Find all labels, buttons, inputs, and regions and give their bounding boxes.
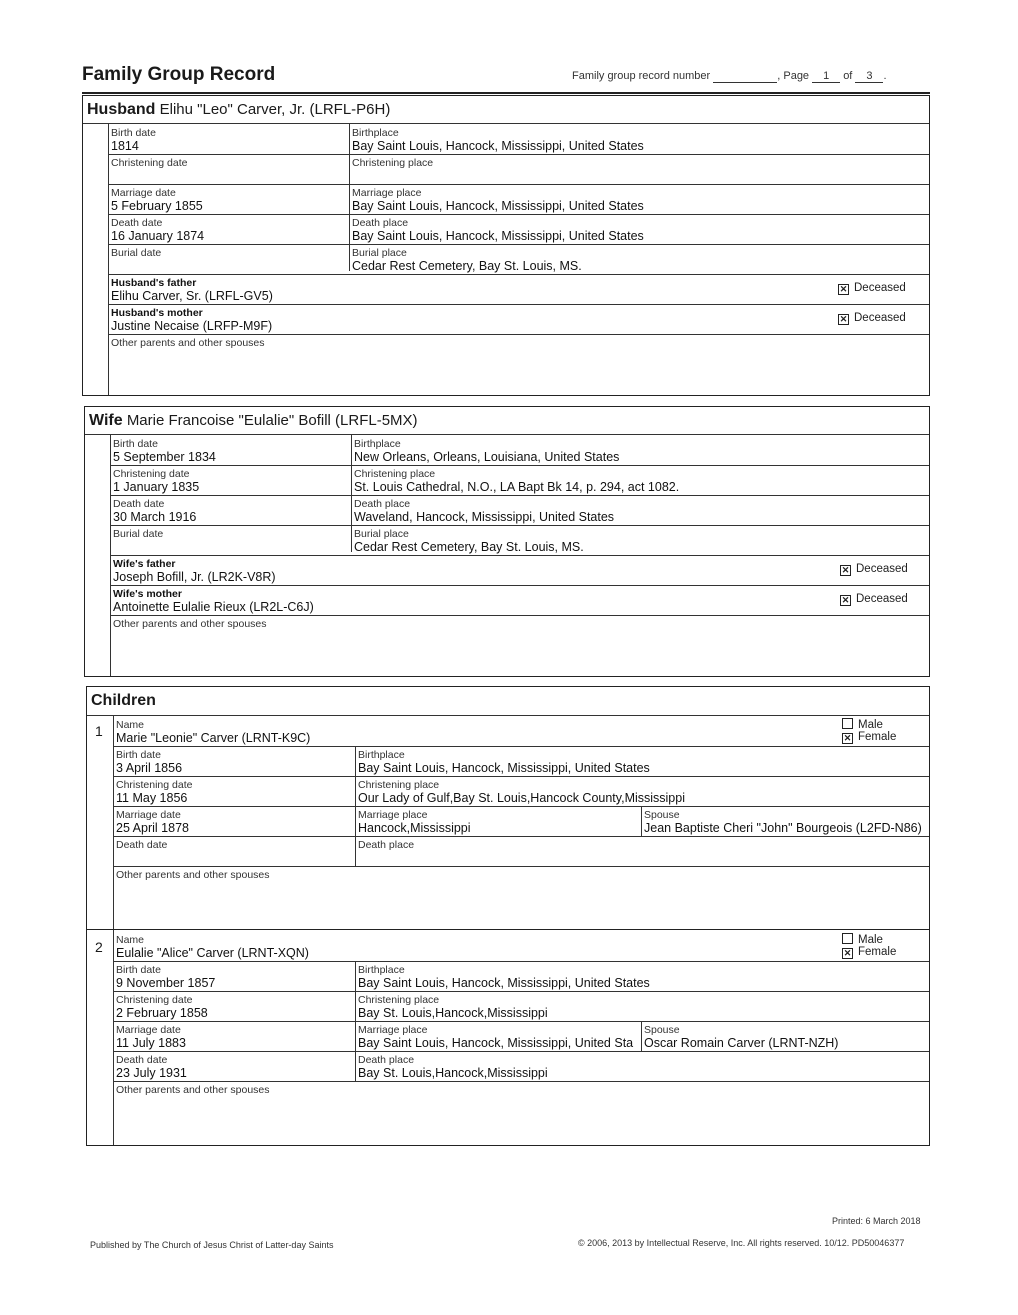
divider xyxy=(108,154,929,155)
birthplace-label: Birthplace xyxy=(358,964,405,976)
male-label: Male xyxy=(858,934,883,946)
christening-date-label: Christening date xyxy=(111,157,188,169)
death-date-label: Death date xyxy=(116,839,168,851)
husband-name: Elihu "Leo" Carver, Jr. (LRFL-P6H) xyxy=(159,101,391,118)
divider xyxy=(113,776,929,777)
divider xyxy=(113,961,929,962)
marriage-date-label: Marriage date xyxy=(116,1024,181,1036)
other-parents-label: Other parents and other spouses xyxy=(111,337,265,349)
divider xyxy=(110,615,929,616)
child-number: 1 xyxy=(95,723,103,739)
mother-value: Justine Necaise (LRFP-M9F) xyxy=(111,319,273,333)
divider xyxy=(113,866,929,867)
death-place-label: Death place xyxy=(352,217,409,229)
divider xyxy=(113,806,929,807)
spouse-label: Spouse xyxy=(644,809,680,821)
death-date-value: 16 January 1874 xyxy=(111,229,205,243)
husband-heading xyxy=(87,101,390,119)
father-deceased xyxy=(838,282,906,295)
name-label: Name xyxy=(116,934,145,946)
birthplace-value: Bay Saint Louis, Hancock, Mississippi, United States xyxy=(352,139,644,153)
children-section xyxy=(86,686,930,1146)
page-total: 3 xyxy=(855,70,883,83)
mother-deceased xyxy=(838,312,906,325)
child-name: Marie "Leonie" Carver (LRNT-K9C) xyxy=(116,731,311,745)
other-parents-label: Other parents and other spouses xyxy=(116,869,270,881)
marriage-date-value: 5 February 1855 xyxy=(111,199,203,213)
male-option xyxy=(842,718,883,731)
divider xyxy=(641,1021,642,1051)
of-label: of xyxy=(843,70,853,82)
father-label: Husband's father xyxy=(111,277,197,289)
divider xyxy=(113,1021,929,1022)
death-date-label: Death date xyxy=(111,217,163,229)
divider xyxy=(108,334,929,335)
checked-box-icon: ✕ xyxy=(839,284,848,294)
death-place-value: Bay Saint Louis, Hancock, Mississippi, United States xyxy=(352,229,644,243)
wife-heading xyxy=(89,412,418,430)
divider xyxy=(108,184,929,185)
checked-box-icon: ✕ xyxy=(839,314,848,324)
christening-date-value: 11 May 1856 xyxy=(116,791,188,805)
marriage-date-value: 25 April 1878 xyxy=(116,821,189,835)
publisher-note: Published by The Church of Jesus Christ of Latter-day Saints xyxy=(90,1240,334,1250)
birth-date-label: Birth date xyxy=(116,749,161,761)
christening-place-label: Christening place xyxy=(358,779,440,791)
death-place-label: Death place xyxy=(358,839,415,851)
divider xyxy=(349,123,350,271)
checked-box-icon: ✕ xyxy=(843,948,852,958)
spouse-value: Jean Baptiste Cheri "John" Bourgeois (L2FD-N86) xyxy=(644,821,922,835)
divider xyxy=(110,585,929,586)
divider xyxy=(110,495,929,496)
divider xyxy=(87,715,929,716)
husband-heading-label: Husband xyxy=(87,101,156,118)
father-value: Elihu Carver, Sr. (LRFL-GV5) xyxy=(111,289,273,303)
male-option xyxy=(842,933,883,946)
mother-label: Husband's mother xyxy=(111,307,203,319)
father-value: Joseph Bofill, Jr. (LR2K-V8R) xyxy=(113,570,276,584)
divider xyxy=(108,244,929,245)
christening-date-label: Christening date xyxy=(116,994,193,1006)
divider xyxy=(110,465,929,466)
name-label: Name xyxy=(116,719,145,731)
birthplace-value: Bay Saint Louis, Hancock, Mississippi, United States xyxy=(358,761,650,775)
record-number-blank xyxy=(713,70,777,83)
birth-date-value: 5 September 1834 xyxy=(113,450,216,464)
birthplace-label: Birthplace xyxy=(352,127,399,139)
burial-date-label: Burial date xyxy=(111,247,162,259)
birthplace-label: Birthplace xyxy=(354,438,401,450)
divider xyxy=(641,806,642,836)
record-number-line: Family group record number , Page 1 of 3 . xyxy=(572,70,887,82)
mother-deceased xyxy=(840,593,908,606)
deceased-label: Deceased xyxy=(856,593,908,605)
birth-date-value: 9 November 1857 xyxy=(116,976,216,990)
burial-place-label: Burial place xyxy=(352,247,407,259)
checked-box-icon: ✕ xyxy=(841,565,850,575)
marriage-place-value: Bay Saint Louis, Hancock, Mississippi, United States xyxy=(352,199,644,213)
burial-date-label: Burial date xyxy=(113,528,164,540)
birthplace-label: Birthplace xyxy=(358,749,405,761)
page-label: Page xyxy=(783,70,810,82)
birthplace-value: New Orleans, Orleans, Louisiana, United States xyxy=(354,450,620,464)
christening-place-label: Christening place xyxy=(358,994,440,1006)
death-place-label: Death place xyxy=(354,498,411,510)
birth-date-label: Birth date xyxy=(116,964,161,976)
child-number: 2 xyxy=(95,939,103,955)
death-date-label: Death date xyxy=(116,1054,168,1066)
christening-date-label: Christening date xyxy=(116,779,193,791)
marriage-date-label: Marriage date xyxy=(111,187,176,199)
other-parents-label: Other parents and other spouses xyxy=(116,1084,270,1096)
divider xyxy=(113,1051,929,1052)
marriage-place-value: Bay Saint Louis, Hancock, Mississippi, United Sta xyxy=(358,1036,634,1050)
birth-date-label: Birth date xyxy=(111,127,156,139)
birth-date-value: 1814 xyxy=(111,139,139,153)
marriage-place-value: Hancock,Mississippi xyxy=(358,821,471,835)
christening-date-label: Christening date xyxy=(113,468,190,480)
spouse-value: Oscar Romain Carver (LRNT-NZH) xyxy=(644,1036,839,1050)
mother-label: Wife's mother xyxy=(113,588,182,600)
christening-date-value: 2 February 1858 xyxy=(116,1006,208,1020)
checked-box-icon: ✕ xyxy=(841,595,850,605)
birth-date-label: Birth date xyxy=(113,438,158,450)
divider xyxy=(110,555,929,556)
mother-value: Antoinette Eulalie Rieux (LR2L-C6J) xyxy=(113,600,314,614)
marriage-place-label: Marriage place xyxy=(352,187,422,199)
children-heading: Children xyxy=(91,692,156,709)
death-place-value: Waveland, Hancock, Mississippi, United States xyxy=(354,510,615,524)
divider xyxy=(108,214,929,215)
death-date-label: Death date xyxy=(113,498,165,510)
copyright-note: © 2006, 2013 by Intellectual Reserve, Inc. All rights reserved. 10/12. PD50046377 xyxy=(578,1238,905,1248)
divider xyxy=(113,746,929,747)
female-label: Female xyxy=(858,946,897,958)
divider xyxy=(85,434,929,435)
divider xyxy=(108,123,109,395)
death-place-value: Bay St. Louis,Hancock,Mississippi xyxy=(358,1066,548,1080)
divider xyxy=(108,274,929,275)
divider xyxy=(110,525,929,526)
birth-date-value: 3 April 1856 xyxy=(116,761,183,775)
child-name: Eulalie "Alice" Carver (LRNT-XQN) xyxy=(116,946,309,960)
page-number: 1 xyxy=(812,70,840,83)
christening-place-label: Christening place xyxy=(354,468,436,480)
death-date-value: 30 March 1916 xyxy=(113,510,197,524)
christening-place-value: Our Lady of Gulf,Bay St. Louis,Hancock County,Mississippi xyxy=(358,791,685,805)
other-parents-label: Other parents and other spouses xyxy=(113,618,267,630)
birthplace-value: Bay Saint Louis, Hancock, Mississippi, United States xyxy=(358,976,650,990)
empty-box-icon xyxy=(842,718,853,729)
burial-place-value: Cedar Rest Cemetery, Bay St. Louis, MS. xyxy=(352,259,582,273)
header-rule xyxy=(82,92,930,94)
burial-place-label: Burial place xyxy=(354,528,409,540)
printed-date: Printed: 6 March 2018 xyxy=(832,1216,921,1226)
spouse-label: Spouse xyxy=(644,1024,680,1036)
female-option xyxy=(842,731,896,744)
marriage-place-label: Marriage place xyxy=(358,1024,428,1036)
marriage-place-label: Marriage place xyxy=(358,809,428,821)
male-label: Male xyxy=(858,719,883,731)
empty-box-icon xyxy=(842,933,853,944)
christening-place-label: Christening place xyxy=(352,157,434,169)
father-label: Wife's father xyxy=(113,558,176,570)
death-place-label: Death place xyxy=(358,1054,415,1066)
page-title: Family Group Record xyxy=(82,64,276,85)
divider xyxy=(351,434,352,552)
marriage-date-value: 11 July 1883 xyxy=(116,1036,186,1050)
deceased-label: Deceased xyxy=(856,563,908,575)
christening-place-value: St. Louis Cathedral, N.O., LA Bapt Bk 14, p. 294, act 1082. xyxy=(354,480,680,494)
divider xyxy=(87,929,929,930)
divider xyxy=(113,836,929,837)
christening-place-value: Bay St. Louis,Hancock,Mississippi xyxy=(358,1006,548,1020)
record-number-label: Family group record number xyxy=(572,70,711,82)
female-option xyxy=(842,946,896,959)
wife-name: Marie Francoise "Eulalie" Bofill (LRFL-5MX) xyxy=(126,412,418,429)
death-date-value: 23 July 1931 xyxy=(116,1066,187,1080)
deceased-label: Deceased xyxy=(854,282,906,294)
husband-section xyxy=(82,95,930,396)
female-label: Female xyxy=(858,731,897,743)
marriage-date-label: Marriage date xyxy=(116,809,181,821)
divider xyxy=(113,1081,929,1082)
wife-section xyxy=(84,406,930,677)
checked-box-icon: ✕ xyxy=(843,733,852,743)
christening-date-value: 1 January 1835 xyxy=(113,480,200,494)
father-deceased xyxy=(840,563,908,576)
wife-heading-label: Wife xyxy=(89,412,123,429)
divider xyxy=(83,123,929,124)
divider xyxy=(113,991,929,992)
burial-place-value: Cedar Rest Cemetery, Bay St. Louis, MS. xyxy=(354,540,584,554)
deceased-label: Deceased xyxy=(854,312,906,324)
divider xyxy=(108,304,929,305)
